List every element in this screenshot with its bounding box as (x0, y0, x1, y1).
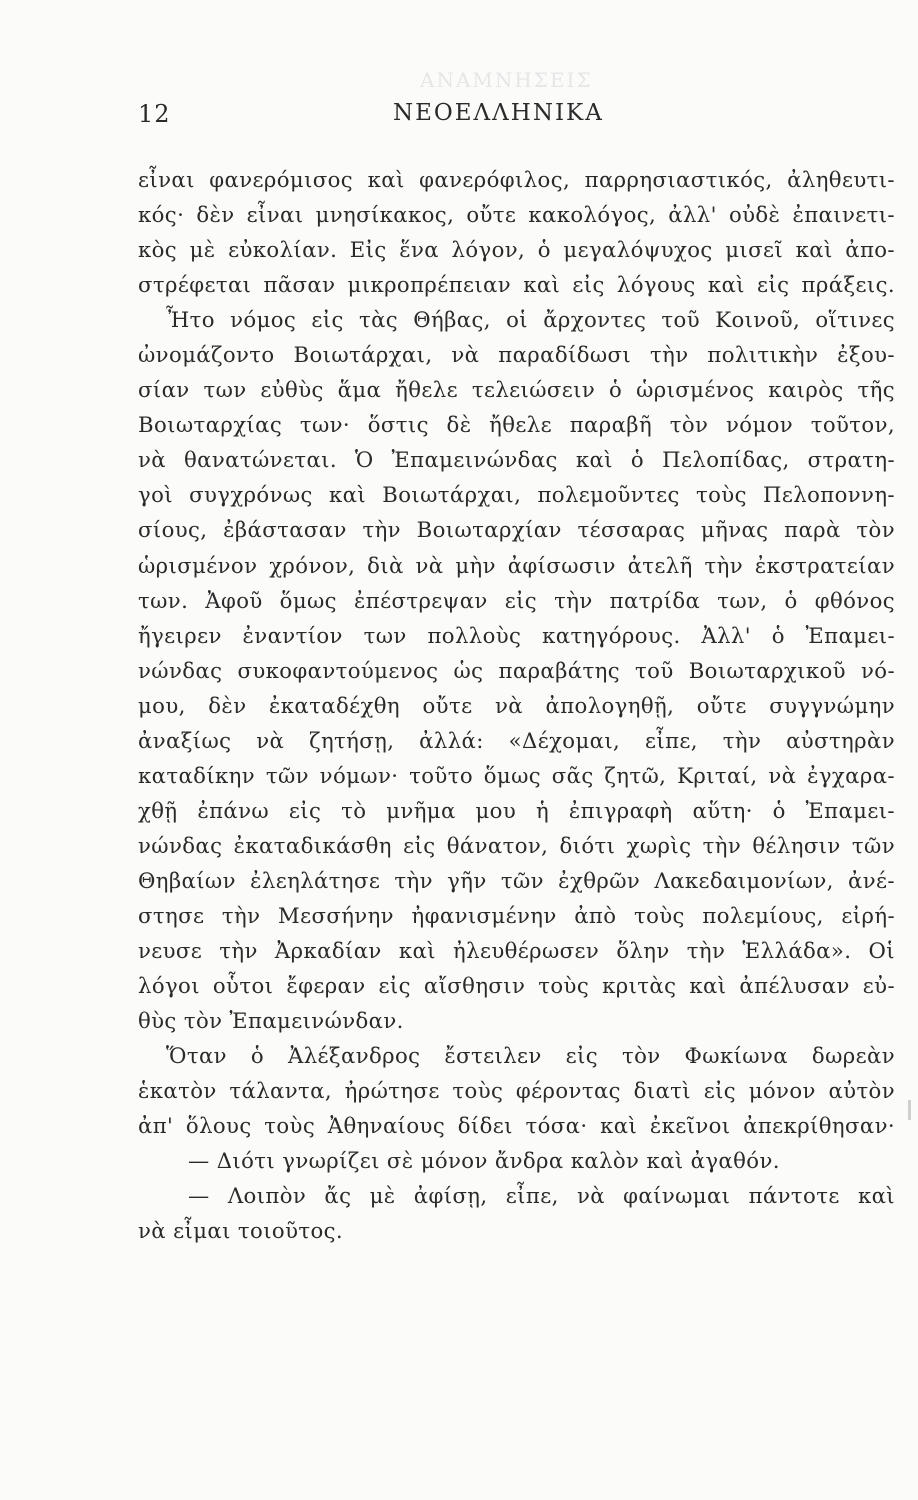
text-line: νὰ εἶμαι τοιοῦτος. (138, 1218, 344, 1244)
text-line: εἶναι φανερόμισος καὶ φανερόφιλος, παρρησιαστικός, ἀληθευτι- (138, 167, 895, 192)
text-line: καταδίκην τῶν νόμων· τοῦτο ὅμως σᾶς ζητῶ, Κριταί, νὰ ἐγχαρα- (138, 762, 895, 788)
text-line: ἀναξίως νὰ ζητήσῃ, ἀλλά: «Δέχομαι, εἶπε, τὴν αὐστηρὰν (138, 727, 895, 753)
text-line: στρέφεται πᾶσαν μικροπρέπειαν καὶ εἰς λόγους καὶ εἰς πράξεις. (138, 272, 895, 298)
text-line: ὠνομάζοντο Βοιωτάρχαι, νὰ παραδίδωσι τὴν πολιτικὴν ἐξου- (138, 342, 895, 368)
text-line: χθῇ ἐπάνω εἰς τὸ μνῆμα μου ἡ ἐπιγραφὴ αὕτη· ὁ Ἐπαμει- (138, 797, 895, 823)
page-header (138, 100, 898, 134)
text-line: κός· δὲν εἶναι μνησίκακος, οὔτε κακολόγος, ἀλλ' οὐδὲ ἐπαινετι- (138, 202, 895, 228)
text-line: νευσε τὴν Ἀρκαδίαν καὶ ἠλευθέρωσεν ὅλην τὴν Ἑλλάδα». Οἱ (138, 938, 895, 964)
text-line: ἑκατὸν τάλαντα, ἠρώτησε τοὺς φέροντας διατὶ εἰς μόνον αὐτὸν (138, 1078, 895, 1104)
text-line: γοὶ συγχρόνως καὶ Βοιωτάρχαι, πολεμοῦντες τοὺς Πελοποννη- (138, 482, 895, 508)
text-line: στησε τὴν Μεσσήνην ἠφανισμένην ἀπὸ τοὺς πολεμίους, εἰρή- (138, 902, 895, 928)
body-text (138, 162, 895, 1248)
text-line: κὸς μὲ εὐκολίαν. Εἰς ἕνα λόγον, ὁ μεγαλόψυχος μισεῖ καὶ ἀπο- (138, 237, 895, 263)
text-line: Ἦτο νόμος εἰς τὰς Θήβας, οἱ ἄρχοντες τοῦ Κοινοῦ, οἵτινες (166, 307, 895, 333)
text-line: — Λοιπὸν ἄς μὲ ἀφίσῃ, εἶπε, νὰ φαίνωμαι πάντοτε καὶ (188, 1183, 895, 1209)
text-line: ἀπ' ὅλους τοὺς Ἀθηναίους δίδει τόσα· καὶ ἐκεῖνοι ἀπεκρίθησαν· (138, 1113, 895, 1139)
text-line: νὰ θανατώνεται. Ὁ Ἐπαμεινώνδας καὶ ὁ Πελοπίδας, στρατη- (138, 447, 895, 473)
text-line: Ὅταν ὁ Ἀλέξανδρος ἔστειλεν εἰς τὸν Φωκίωνα δωρεὰν (166, 1043, 895, 1069)
running-head: ΝΕΟΕΛΛΗΝΙΚΑ (393, 100, 604, 126)
text-line: λόγοι οὗτοι ἔφεραν εἰς αἴσθησιν τοὺς κριτὰς καὶ ἀπέλυσαν εὐ- (138, 973, 895, 999)
text-line: μου, δὲν ἐκαταδέχθη οὔτε νὰ ἀπολογηθῇ, οὔτε συγγνώμην (138, 692, 895, 718)
bleed-through-text: ΑΝΑΜΝΗΣΕΙΣ (420, 68, 593, 92)
text-line: νώνδας συκοφαντούμενος ὡς παραβάτης τοῦ Βοιωταρχικοῦ νό- (138, 657, 895, 683)
text-line: — Διότι γνωρίζει σὲ μόνον ἄνδρα καλὸν καὶ ἀγαθόν. (188, 1148, 780, 1174)
page-edge-mark (908, 1100, 911, 1120)
text-line: σίους, ἐβάστασαν τὴν Βοιωταρχίαν τέσσαρας μῆνας παρὰ τὸν (138, 517, 895, 543)
text-line: Θηβαίων ἐλεηλάτησε τὴν γῆν τῶν ἐχθρῶν Λακεδαιμονίων, ἀνέ- (138, 867, 895, 893)
text-line: θὺς τὸν Ἐπαμεινώνδαν. (138, 1008, 404, 1034)
text-line: ἤγειρεν ἐναντίον των πολλοὺς κατηγόρους. Ἀλλ' ὁ Ἐπαμει- (138, 622, 895, 648)
text-line: ὡρισμένον χρόνον, διὰ νὰ μὴν ἀφίσωσιν ἀτελῆ τὴν ἐκστρατείαν (138, 552, 895, 578)
text-line: σίαν των εὐθὺς ἅμα ἤθελε τελειώσειν ὁ ὡρισμένος καιρὸς τῆς (138, 377, 895, 403)
page-number: 12 (138, 100, 171, 128)
text-line: νώνδας ἐκαταδικάσθη εἰς θάνατον, διότι χωρὶς τὴν θέλησιν τῶν (138, 832, 895, 858)
text-line: των. Ἀφοῦ ὅμως ἐπέστρεψαν εἰς τὴν πατρίδα των, ὁ φθόνος (138, 587, 895, 613)
text-line: Βοιωταρχίας των· ὅστις δὲ ἤθελε παραβῆ τὸν νόμον τοῦτον, (138, 412, 895, 438)
